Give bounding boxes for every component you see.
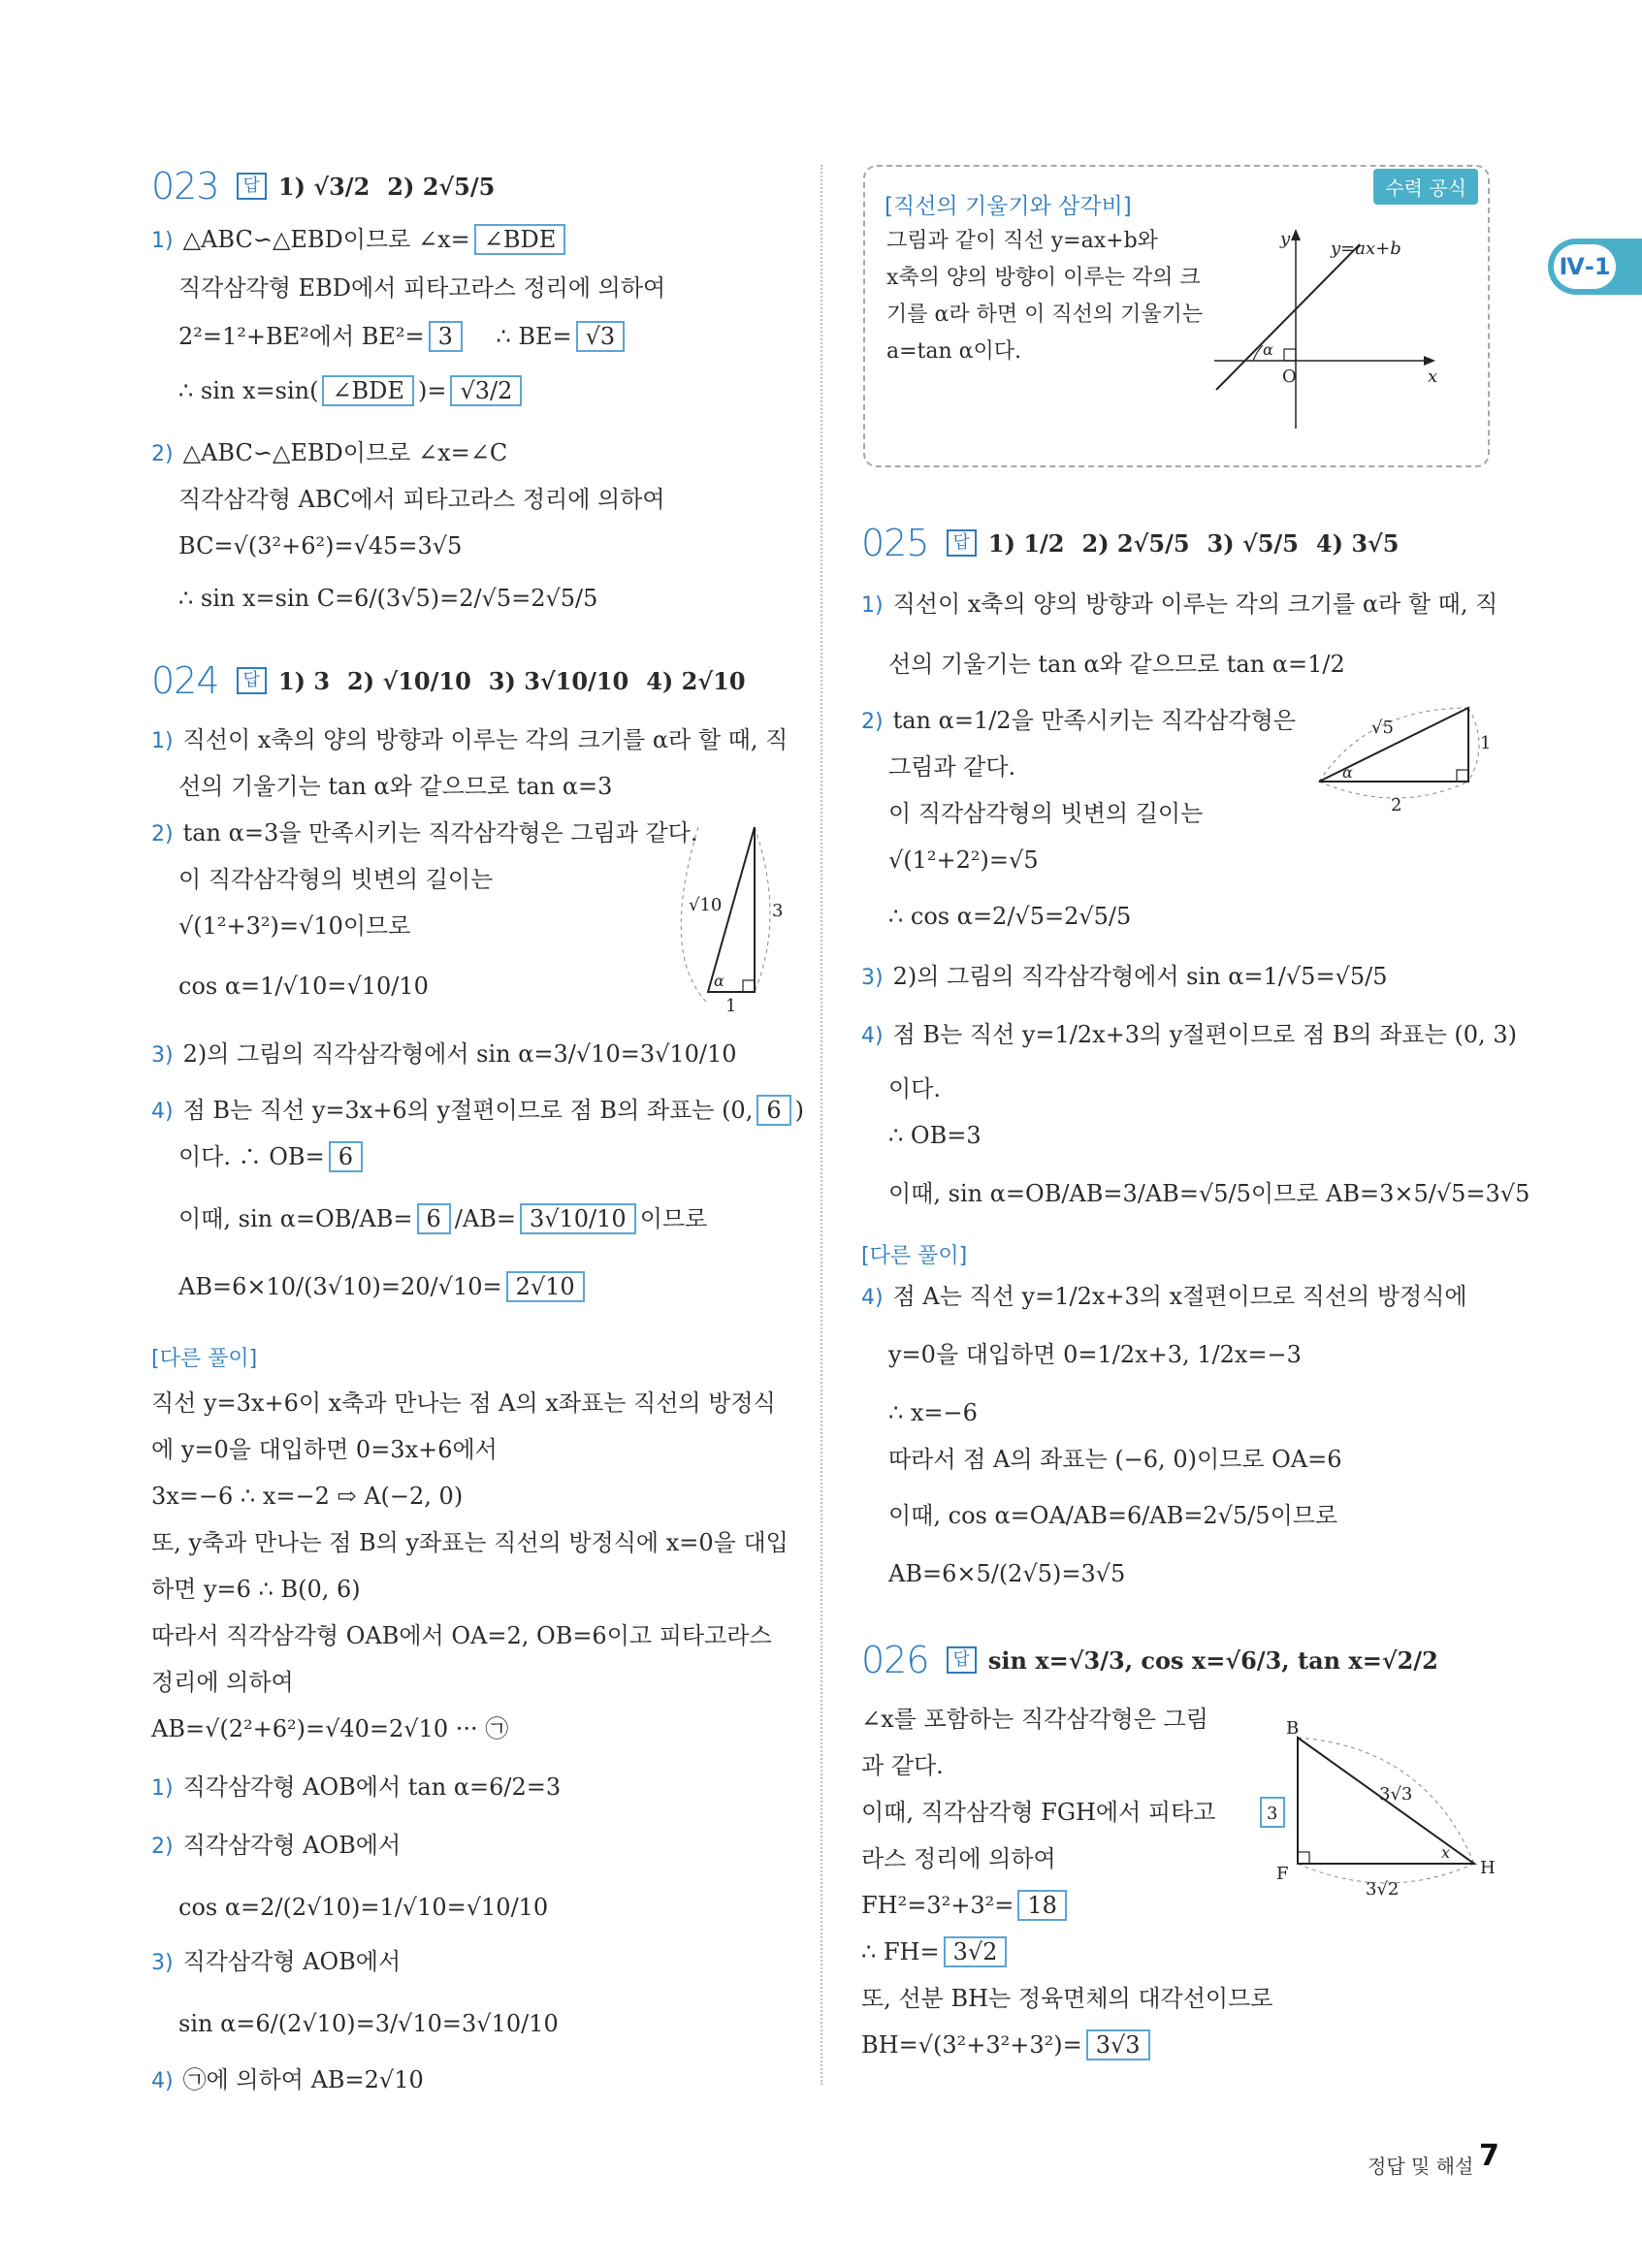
q025-answer-3: 3) √5/5 <box>1207 528 1299 558</box>
q026-line-2: 과 같다. <box>861 1752 944 1779</box>
formula-line-2: x축의 양의 방향이 이루는 각의 크 <box>886 266 1201 290</box>
q026-line-4: 라스 정리에 의하여 <box>861 1845 1056 1872</box>
formula-title: [직선의 기울기와 삼각비] <box>885 194 1132 219</box>
chapter-side-tab-label: Ⅳ-1 <box>1554 244 1616 289</box>
q024-alt-line-5: 하면 y=6 ∴ B(0, 6) <box>151 1576 361 1603</box>
q026-line-1: ∠x를 포함하는 직각삼각형은 그림 <box>861 1706 1208 1733</box>
q025-alt-line-4: 따라서 점 A의 좌표는 (−6, 0)이므로 OA=6 <box>888 1446 1342 1473</box>
q026-fig-label-h: H <box>1480 1858 1496 1878</box>
q024-fig-label-alpha: α <box>714 972 724 990</box>
answer-badge: 답 <box>237 667 267 694</box>
q026-fig-label-base: 3√2 <box>1366 1879 1400 1900</box>
q025-number: 025 <box>861 522 929 564</box>
formula-line-figure <box>1214 225 1476 429</box>
q024-answer-3: 3) 3√10/10 <box>488 666 629 695</box>
q023-line-4: ∴ sin x=sin( ∠BDE )= √3/2 <box>151 374 526 407</box>
page-number: 7 <box>1479 2139 1499 2173</box>
q025-line-3: 2) tan α=1/2을 만족시키는 직각삼각형은 <box>861 707 1297 734</box>
q023-number: 023 <box>151 165 219 208</box>
q025-line-1: 1) 직선이 x축의 양의 방향과 이루는 각의 크기를 α라 할 때, 직 <box>861 591 1498 618</box>
q025-line-8: 3) 2)의 그림의 직각삼각형에서 sin α=1/√5=√5/5 <box>861 963 1388 990</box>
q023-line-3: 2²=1²+BE²에서 BE²= 3 ∴ BE= √3 <box>151 320 628 353</box>
q026-fig-label-f: F <box>1276 1864 1289 1884</box>
q024-alt-line-3: 3x=−6 ∴ x=−2 ⇨ A(−2, 0) <box>151 1483 464 1510</box>
formula-line-4: a=tan α이다. <box>886 339 1022 364</box>
q023-line-7: BC=√(3²+6²)=√45=3√5 <box>178 532 463 559</box>
q025-fig-label-hyp: √5 <box>1371 718 1394 738</box>
q024-line-8: 4) 점 B는 직선 y=3x+6의 y절편이므로 점 B의 좌표는 (0, 6 ) <box>151 1097 804 1124</box>
q025-line-4: 그림과 같다. <box>888 753 1016 781</box>
q024-line-9: 이다. ∴ OB= 6 <box>151 1140 367 1173</box>
q024-alt-sub-6: 4) ㉠에 의하여 AB=2√10 <box>151 2066 424 2093</box>
q026-line-7: 또, 선분 BH는 정육면체의 대각선이므로 <box>861 1985 1273 2012</box>
q024-alt-sub-5: sin α=6/(2√10)=3/√10=3√10/10 <box>178 2010 559 2037</box>
formula-fig-label-alpha: α <box>1263 340 1273 359</box>
q023-line-1: 1) △ABC∽△EBD이므로 ∠x= ∠BDE <box>151 223 569 258</box>
q024-alt-line-1: 직선 y=3x+6이 x축과 만나는 점 A의 x좌표는 직선의 방정식 <box>151 1390 776 1417</box>
q024-alt-line-6: 따라서 직각삼각형 OAB에서 OA=2, OB=6이고 피타고라스 <box>151 1622 772 1649</box>
q025-fig-label-2: 2 <box>1391 795 1402 815</box>
q024-alt-line-2: 에 y=0을 대입하면 0=3x+6에서 <box>151 1436 498 1463</box>
q025-line-12: 이때, sin α=OB/AB=3/AB=√5/5이므로 AB=3×5/√5=3√5 <box>888 1180 1530 1207</box>
q026-fig-label-3: 3 <box>1267 1804 1278 1824</box>
formula-fig-label-line: y=ax+b <box>1331 239 1401 259</box>
q024-line-7: 3) 2)의 그림의 직각삼각형에서 sin α=3/√10=3√10/10 <box>151 1040 737 1068</box>
q023-answer-1: 1) √3/2 <box>277 172 370 201</box>
q025-line-9: 4) 점 B는 직선 y=1/2x+3의 y절편이므로 점 B의 좌표는 (0, 3) <box>861 1021 1517 1048</box>
chapter-side-tab <box>1548 239 1642 295</box>
q025-line-6: √(1²+2²)=√5 <box>888 847 1039 874</box>
answer-badge: 답 <box>237 173 267 200</box>
q025-alt-title: [다른 풀이] <box>861 1244 968 1268</box>
q025-line-2: 선의 기울기는 tan α와 같으므로 tan α=1/2 <box>888 651 1345 678</box>
q026-line-3: 이때, 직각삼각형 FGH에서 피타고 <box>861 1799 1216 1826</box>
q025-header <box>861 522 1417 564</box>
q024-alt-sub-2: 2) 직각삼각형 AOB에서 <box>151 1832 402 1859</box>
q026-line-8: BH=√(3²+3²+3²)= 3√3 <box>861 2028 1154 2061</box>
q024-alt-line-7: 정리에 의하여 <box>151 1669 294 1696</box>
answer-badge: 답 <box>947 529 977 557</box>
q024-alt-sub-3: cos α=2/(2√10)=1/√10=√10/10 <box>178 1894 549 1921</box>
q025-line-7: ∴ cos α=2/√5=2√5/5 <box>888 903 1132 930</box>
q024-line-10: 이때, sin α=OB/AB= 6 /AB= 3√10/10 이므로 <box>178 1205 708 1232</box>
q026-line-5: FH²=3²+3²= 18 <box>861 1889 1071 1922</box>
q024-alt-line-4: 또, y축과 만나는 점 B의 y좌표는 직선의 방정식에 x=0을 대입 <box>151 1529 789 1556</box>
q023-line-2: 직각삼각형 EBD에서 피타고라스 정리에 의하여 <box>178 274 666 302</box>
q024-line-4: 이 직각삼각형의 빗변의 길이는 <box>178 866 494 893</box>
q026-fig-label-b: B <box>1286 1718 1300 1739</box>
q024-answer-2: 2) √10/10 <box>347 666 471 695</box>
q025-triangle-figure <box>1309 698 1503 824</box>
footer-label: 정답 및 해설 <box>1368 2155 1474 2178</box>
formula-line-3: 기를 α라 하면 이 직선의 기울기는 <box>886 303 1204 327</box>
formula-fig-label-o: O <box>1282 367 1297 387</box>
formula-line-1: 그림과 같이 직선 y=ax+b와 <box>886 229 1158 253</box>
formula-tag: 수력 공식 <box>1373 169 1478 205</box>
q026-fig-label-x: x <box>1441 1843 1451 1862</box>
q024-fig-label-1: 1 <box>725 996 737 1013</box>
column-divider <box>821 165 822 2085</box>
q026-header <box>861 1639 1456 1681</box>
q025-fig-label-1: 1 <box>1480 733 1492 753</box>
q025-alt-line-3: ∴ x=−6 <box>888 1399 978 1426</box>
q024-number: 024 <box>151 659 219 702</box>
q026-fig-label-hyp: 3√3 <box>1379 1784 1413 1805</box>
q026-triangle-figure <box>1251 1718 1503 1902</box>
q024-line-1: 1) 직선이 x축의 양의 방향과 이루는 각의 크기를 α라 할 때, 직 <box>151 726 789 753</box>
formula-fig-label-y: y <box>1280 229 1291 249</box>
q024-alt-title: [다른 풀이] <box>151 1347 258 1371</box>
q024-answer-1: 1) 3 <box>277 666 331 695</box>
q026-answer: sin x=√3/3, cos x=√6/3, tan x=√2/2 <box>987 1645 1438 1675</box>
answer-badge: 답 <box>947 1646 977 1674</box>
q025-answer-1: 1) 1/2 <box>987 528 1065 558</box>
q025-alt-line-6: AB=6×5/(2√5)=3√5 <box>888 1560 1126 1587</box>
formula-fig-label-x: x <box>1428 367 1438 387</box>
q023-answer-2: 2) 2√5/5 <box>387 172 496 201</box>
q025-answer-2: 2) 2√5/5 <box>1081 528 1190 558</box>
q025-alt-line-2: y=0을 대입하면 0=1/2x+3, 1/2x=−3 <box>888 1341 1302 1368</box>
q023-line-5: 2) △ABC∽△EBD이므로 ∠x=∠C <box>151 439 508 466</box>
q024-alt-sub-1: 1) 직각삼각형 AOB에서 tan α=6/2=3 <box>151 1773 562 1801</box>
q024-alt-sub-4: 3) 직각삼각형 AOB에서 <box>151 1948 402 1975</box>
q025-fig-label-alpha: α <box>1342 763 1353 782</box>
formula-box <box>863 165 1490 467</box>
q024-line-5: √(1²+3²)=√10이므로 <box>178 912 411 940</box>
q024-fig-label-3: 3 <box>772 901 784 921</box>
q023-header <box>151 165 512 208</box>
q025-line-11: ∴ OB=3 <box>888 1122 982 1149</box>
q024-triangle-figure <box>679 819 795 1013</box>
q026-number: 026 <box>861 1639 929 1681</box>
q026-line-6: ∴ FH= 3√2 <box>861 1935 1011 1968</box>
q023-line-8: ∴ sin x=sin C=6/(3√5)=2/√5=2√5/5 <box>178 585 598 612</box>
q025-line-10: 이다. <box>888 1075 941 1102</box>
q025-answer-4: 4) 3√5 <box>1315 528 1400 558</box>
q023-line-6: 직각삼각형 ABC에서 피타고라스 정리에 의하여 <box>178 486 665 513</box>
q024-line-6: cos α=1/√10=√10/10 <box>178 973 429 1000</box>
q024-fig-label-hyp: √10 <box>689 895 723 915</box>
q025-alt-line-1: 4) 점 A는 직선 y=1/2x+3의 x절편이므로 직선의 방정식에 <box>861 1283 1467 1310</box>
q024-line-2: 선의 기울기는 tan α와 같으므로 tan α=3 <box>178 773 613 800</box>
q024-line-11: AB=6×10/(3√10)=20/√10= 2√10 <box>151 1270 589 1303</box>
q024-header <box>151 659 763 702</box>
q024-answer-4: 4) 2√10 <box>646 666 746 695</box>
q025-line-5: 이 직각삼각형의 빗변의 길이는 <box>888 800 1204 827</box>
q024-line-3: 2) tan α=3을 만족시키는 직각삼각형은 그림과 같다. <box>151 819 698 847</box>
q024-alt-line-8: AB=√(2²+6²)=√40=2√10 ··· ㉠ <box>151 1715 509 1742</box>
q025-alt-line-5: 이때, cos α=OA/AB=6/AB=2√5/5이므로 <box>888 1502 1338 1529</box>
